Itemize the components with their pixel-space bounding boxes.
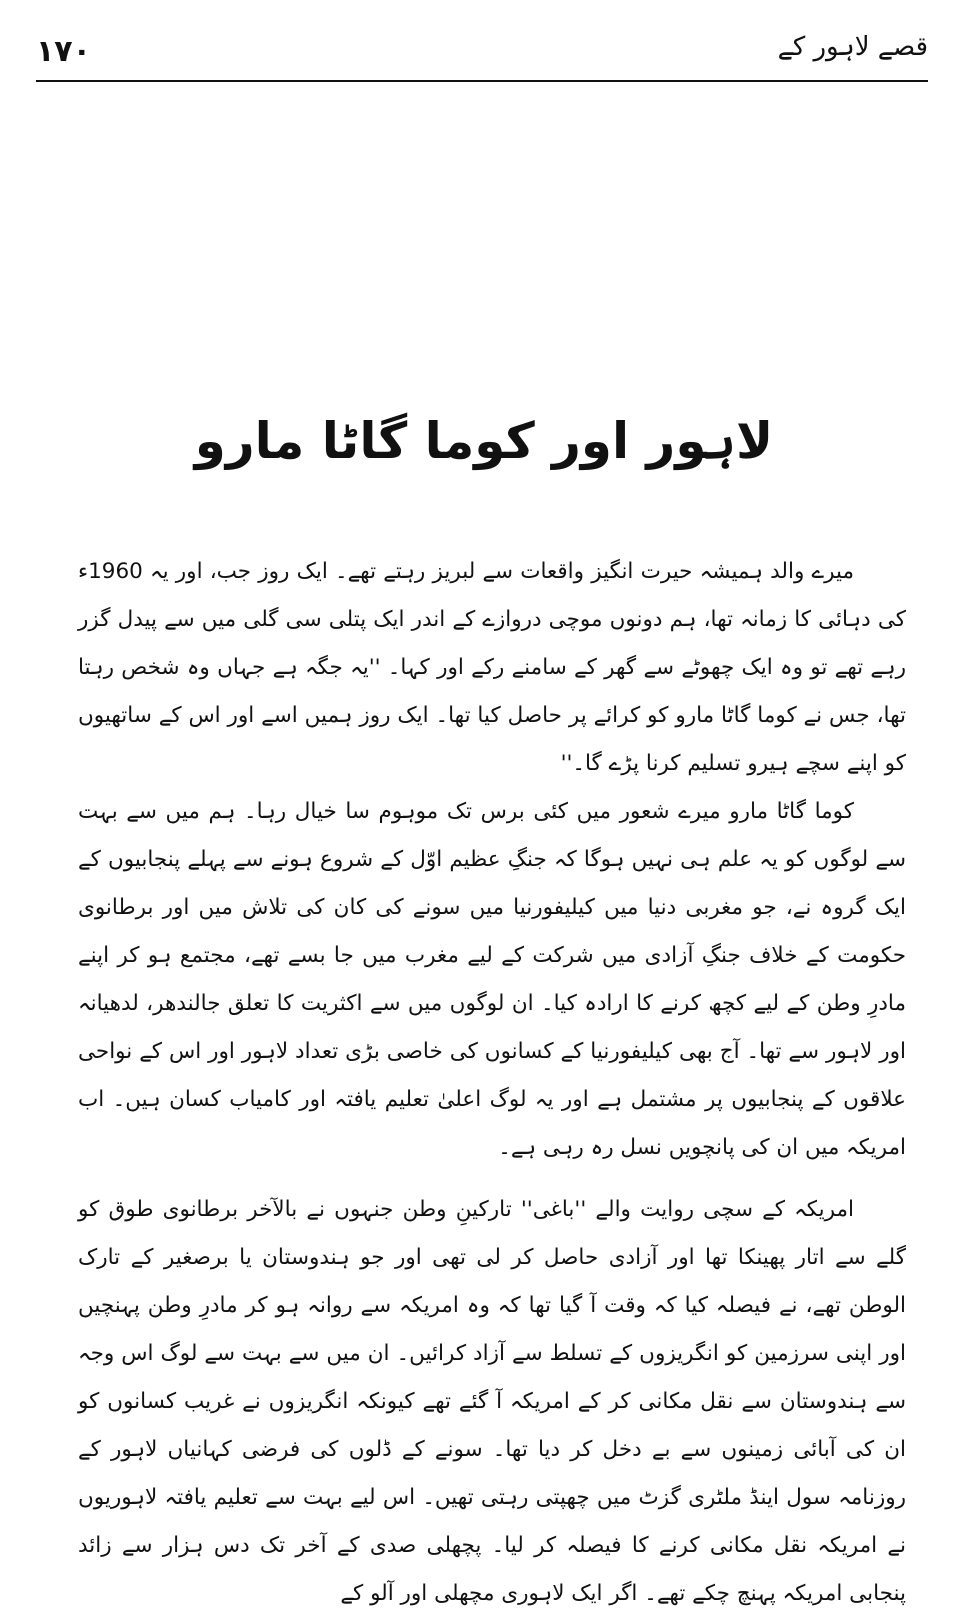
paragraph-1: میرے والد ہمیشہ حیرت انگیز واقعات سے لبریز رہتے تھے۔ ایک روز جب، اور یہ 1960ء کی دہائی کا زمانہ تھا، ہم دونوں موچی دروازے کے اندر ایک پتلی سی گلی میں سے پیدل گزر رہے تھے تو وہ ایک چھوٹے سے گھر کے سامنے رکے اور کہا۔ ''یہ جگہ ہے جہاں وہ شخص رہتا تھا، جس نے کوما گاٹا مارو کو کرائے پر حاصل کیا تھا۔ ایک روز ہمیں اسے اور اس کے ساتھیوں کو اپنے سچے ہیرو تسلیم کرنا پڑے گا۔'' (78, 559, 906, 776)
paragraph-3: امریکہ کے سچی روایت والے ''باغی'' تارکینِ وطن جنہوں نے بالآخر برطانوی طوق کو گلے سے اتار پھینکا تھا اور آزادی حاصل کر لی تھی اور جو ہندوستان یا برصغیر کے تارک الوطن تھے، نے فیصلہ کیا کہ وقت آ گیا تھا کہ وہ امریکہ سے روانہ ہو کر مادرِ وطن پہنچیں اور اپنی سرزمین کو انگریزوں کے تسلط سے آزاد کرائیں۔ ان میں سے بہت سے لوگ اس وجہ سے ہندوستان سے نقل مکانی کر کے امریکہ آ گئے تھے کیونکہ انگریزوں نے غریب کسانوں کو ان کی آبائی زمینوں سے بے دخل کر دیا تھا۔ سونے کے ڈلوں کی فرضی کہانیاں لاہور کے روزنامہ سول اینڈ ملٹری گزٹ میں چھپتی رہتی تھیں۔ اس لیے بہت سے تعلیم یافتہ لاہوریوں نے امریکہ نقل مکانی کرنے کا فیصلہ کر لیا۔ پچھلی صدی کے آخر تک دس ہزار سے زائد پنجابی امریکہ پہنچ چکے تھے۔ اگر ایک لاہوری مچھلی اور آلو کے (78, 1197, 906, 1606)
chapter-body (78, 548, 906, 1618)
paragraph-2: کوما گاٹا مارو میرے شعور میں کئی برس تک موہوم سا خیال رہا۔ ہم میں سے بہت سے لوگوں کو یہ علم ہی نہیں ہوگا کہ جنگِ عظیم اوّل کے شروع ہونے سے پہلے پنجابیوں کے ایک گروہ نے، جو مغربی دنیا میں کیلیفورنیا میں سونے کی کان کی تلاش میں اور برطانوی حکومت کے خلاف جنگِ آزادی میں شرکت کے لیے مغرب میں جا بسے تھے، مجتمع ہو کر اپنے مادرِ وطن کے لیے کچھ کرنے کا ارادہ کیا۔ ان لوگوں میں سے اکثریت کا تعلق جالندھر، لدھیانہ اور لاہور سے تھا۔ آج بھی کیلیفورنیا کے کسانوں کی خاصی بڑی تعداد لاہور اور اس کے نواحی علاقوں کے پنجابیوں پر مشتمل ہے اور یہ لوگ اعلیٰ تعلیم یافتہ اور کامیاب کسان ہیں۔ اب امریکہ میں ان کی پانچویں نسل رہ رہی ہے۔ (78, 799, 906, 1160)
page-number: ۱۷۰ (36, 34, 91, 69)
running-book-title: قصے لاہور کے (777, 32, 928, 62)
chapter-title: لاہور اور کوما گاٹا مارو (194, 412, 774, 470)
page-header (36, 28, 928, 72)
header-divider (36, 80, 928, 82)
